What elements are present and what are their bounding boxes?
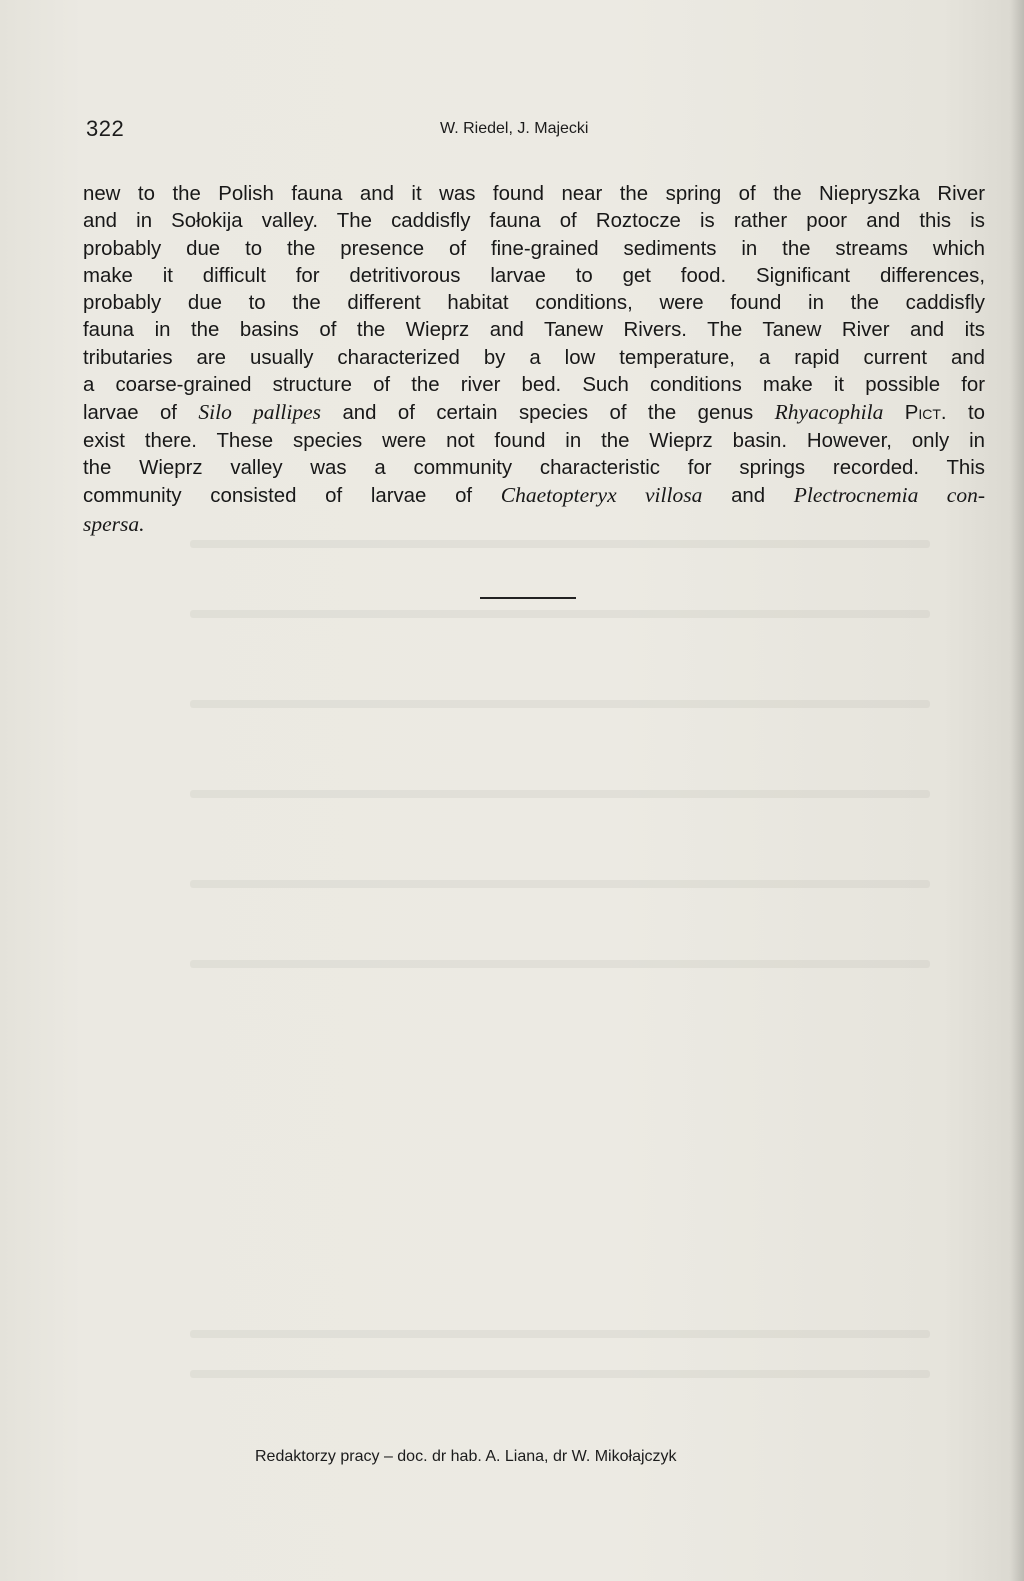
bleed-through: [190, 700, 930, 708]
text-fragment: and: [731, 485, 766, 508]
bleed-through: [190, 960, 930, 968]
bleed-through: [190, 1370, 930, 1378]
species-name: spersa.: [83, 511, 145, 536]
editors-note: Redaktorzy pracy – doc. dr hab. A. Liana, dr W. Mikołajczyk: [255, 1448, 677, 1465]
bleed-through: [190, 610, 930, 618]
text-fragment: community consisted of larvae of: [83, 485, 473, 508]
page-number: 322: [86, 116, 125, 141]
bleed-through: [190, 540, 930, 548]
page-edge-shadow: [1010, 0, 1024, 1581]
text-line: [83, 511, 985, 539]
text-line: and in Sołokija valley. The caddisfly fauna of Roztocze is rather poor and this is: [83, 210, 985, 233]
running-head: W. Riedel, J. Majecki: [440, 120, 589, 137]
text-line: make it difficult for detritivorous larvae to get food. Significant differences,: [83, 264, 985, 287]
text-line: exist there. These species were not found in the Wieprz basin. However, only in: [83, 429, 985, 452]
bleed-through: [190, 880, 930, 888]
text-line: fauna in the basins of the Wieprz and Tanew Rivers. The Tanew River and its: [83, 319, 985, 342]
text-line: a coarse-grained structure of the river bed. Such conditions make it possible for: [83, 374, 985, 397]
text-line: tributaries are usually characterized by a low temperature, a rapid current and: [83, 346, 985, 369]
text-fragment: larvae of: [83, 402, 177, 425]
text-line: [83, 399, 985, 427]
species-name: Chaetopteryx villosa: [500, 483, 703, 508]
text-line: probably due to the presence of fine-grained sediments in the streams which: [83, 237, 985, 260]
text-line: new to the Polish fauna and it was found near the spring of the Niepryszka River: [83, 183, 985, 205]
section-divider: [480, 597, 576, 599]
text-line: probably due to the different habitat conditions, were found in the caddisfly: [83, 292, 985, 315]
text-fragment: and of certain species of the genus: [342, 402, 754, 425]
body-paragraph: [83, 181, 985, 539]
species-name: Silo pallipes: [198, 400, 322, 425]
genus-name: Rhyacophila: [774, 400, 884, 425]
bleed-through: [190, 1330, 930, 1338]
page-header: [86, 116, 986, 146]
text-line: the Wieprz valley was a community characteristic for springs recorded. This: [83, 456, 985, 479]
author-abbrev: Pict.: [904, 402, 947, 425]
text-line: [83, 482, 985, 510]
species-name: Plectrocnemia con-: [793, 483, 985, 508]
bleed-through: [190, 790, 930, 798]
text-fragment: to: [968, 402, 986, 425]
